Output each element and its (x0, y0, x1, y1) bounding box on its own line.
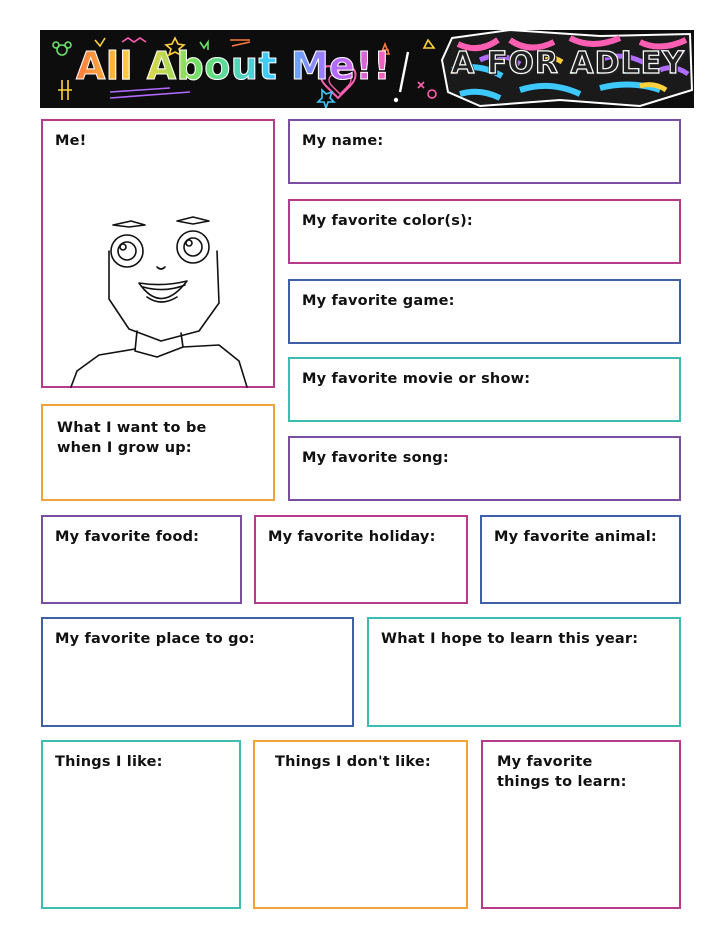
dislike-label: Things I don't like: (275, 754, 431, 770)
animal-box[interactable] (480, 515, 681, 604)
page-title: All About Me!! (76, 44, 392, 88)
learn-year-box[interactable] (367, 617, 681, 727)
me-label: Me! (55, 133, 87, 149)
game-label: My favorite game: (302, 293, 455, 309)
fav-learn-box[interactable] (481, 740, 681, 909)
header-banner (40, 30, 694, 108)
food-box[interactable] (41, 515, 242, 604)
song-label: My favorite song: (302, 450, 449, 466)
name-box[interactable] (288, 119, 681, 184)
movie-label: My favorite movie or show: (302, 371, 531, 387)
exclamation-doodle-icon (400, 52, 408, 92)
learn-year-label: What I hope to learn this year: (381, 631, 639, 647)
like-box[interactable] (41, 740, 241, 909)
holiday-box[interactable] (254, 515, 468, 604)
star-doodle-icon-2 (318, 90, 334, 108)
child-face-drawing (69, 211, 259, 389)
grow-up-box[interactable] (41, 404, 275, 501)
holiday-label: My favorite holiday: (268, 529, 436, 545)
grow-up-label: What I want to be when I grow up: (57, 420, 207, 456)
like-label: Things I like: (55, 754, 163, 770)
color-label: My favorite color(s): (302, 213, 473, 229)
movie-box[interactable] (288, 357, 681, 422)
dislike-box[interactable] (253, 740, 468, 909)
game-box[interactable] (288, 279, 681, 344)
fav-learn-label: My favorite things to learn: (497, 754, 627, 790)
song-box[interactable] (288, 436, 681, 501)
place-label: My favorite place to go: (55, 631, 255, 647)
animal-label: My favorite animal: (494, 529, 657, 545)
place-box[interactable] (41, 617, 354, 727)
name-label: My name: (302, 133, 384, 149)
brand-logo: A FOR ADLEY (448, 46, 688, 81)
food-label: My favorite food: (55, 529, 200, 545)
color-box[interactable] (288, 199, 681, 264)
me-drawing-box[interactable] (41, 119, 275, 388)
